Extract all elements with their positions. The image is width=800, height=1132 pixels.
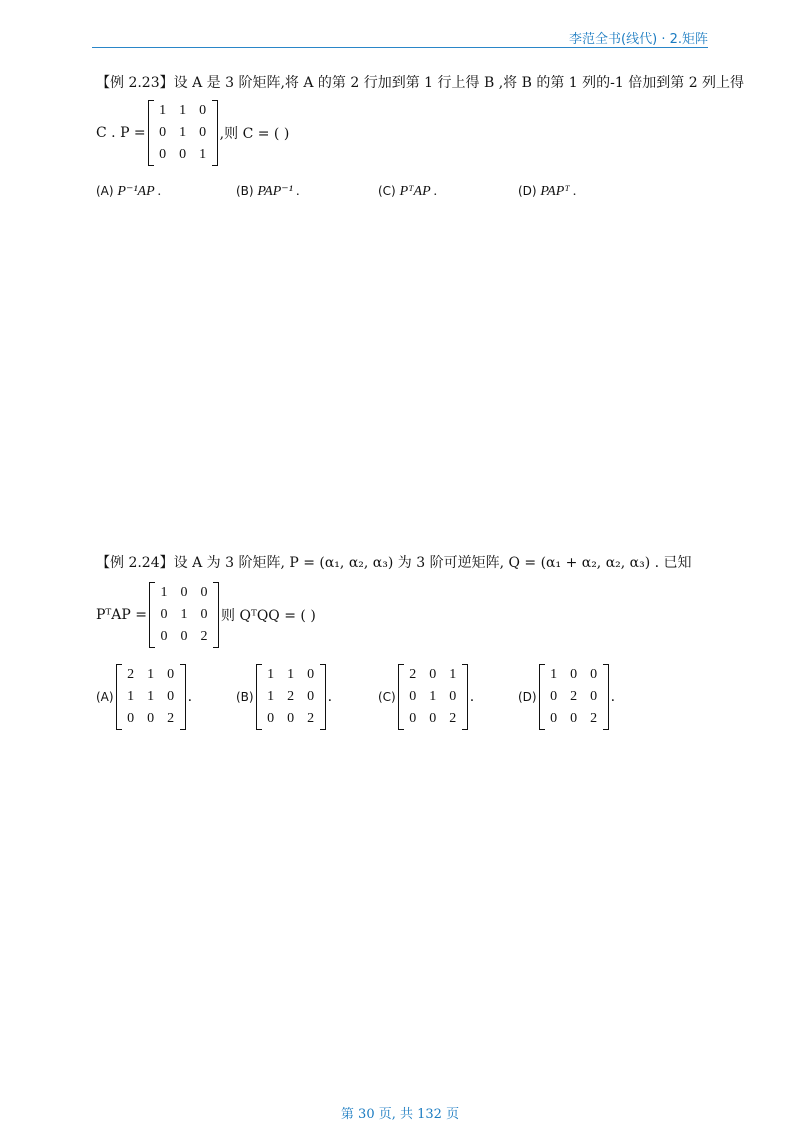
matrix-row — [544, 686, 604, 708]
matrix-cell: 2 — [167, 711, 175, 726]
option-a — [96, 183, 161, 200]
header-rule — [92, 47, 708, 48]
matrix-row — [121, 708, 181, 730]
matrix-cell: 2 — [590, 711, 598, 726]
matrix-cell: 0 — [429, 711, 437, 726]
matrix-cell: 0 — [429, 667, 437, 682]
matrix-cell: 0 — [200, 607, 208, 622]
matrix-cell: 0 — [160, 629, 168, 644]
matrix-row — [403, 686, 463, 708]
matrix-cell: 0 — [590, 689, 598, 704]
matrix-row — [153, 100, 213, 122]
matrix-cell: 2 — [200, 629, 208, 644]
example-tag: 【例 2.23】 — [96, 75, 174, 91]
example-2-24-matrix-line — [96, 582, 316, 648]
period: . — [610, 689, 616, 705]
matrix-row — [544, 664, 604, 686]
example-tag: 【例 2.24】 — [96, 555, 174, 571]
option-a — [96, 664, 192, 730]
matrix-row — [261, 664, 321, 686]
matrix-cell: 1 — [449, 667, 457, 682]
example-text: 设 A 是 3 阶矩阵,将 A 的第 2 行加到第 1 行上得 B ,将 B 的第 1 列的-1 倍加到第 2 列上得 — [173, 75, 745, 91]
matrix-cell: 2 — [409, 667, 417, 682]
matrix-cell: 1 — [180, 607, 188, 622]
matrix-cell: 1 — [199, 147, 207, 162]
matrix-cell: 1 — [267, 667, 275, 682]
matrix-cell: 1 — [127, 689, 135, 704]
option-matrix — [256, 664, 326, 730]
matrix-lead: C . P = — [96, 125, 146, 141]
matrix-row — [153, 122, 213, 144]
matrix-cell: 0 — [307, 667, 315, 682]
matrix-row — [154, 604, 214, 626]
option-label: (D) — [518, 690, 537, 704]
matrix-cell: 1 — [147, 667, 155, 682]
matrix-row — [154, 626, 214, 648]
matrix-cell: 2 — [449, 711, 457, 726]
matrix-lead: PᵀAP = — [96, 607, 148, 623]
option-text: P⁻¹AP . — [117, 184, 162, 199]
option-matrix — [116, 664, 186, 730]
matrix-row — [121, 686, 181, 708]
matrix-cell: 0 — [159, 147, 167, 162]
option-text: PᵀAP . — [399, 184, 438, 199]
matrix-cell: 0 — [307, 689, 315, 704]
matrix-row — [403, 708, 463, 730]
matrix-cell: 2 — [307, 711, 315, 726]
period: . — [469, 689, 475, 705]
matrix-row — [154, 582, 214, 604]
matrix-PtAP — [149, 582, 219, 648]
matrix-cell: 0 — [550, 711, 558, 726]
option-label: (D) — [518, 184, 541, 198]
option-d — [518, 183, 577, 200]
matrix-cell: 1 — [179, 125, 187, 140]
matrix-cell: 1 — [267, 689, 275, 704]
matrix-cell: 0 — [570, 667, 578, 682]
matrix-row — [121, 664, 181, 686]
matrix-cell: 0 — [180, 585, 188, 600]
matrix-cell: 1 — [160, 585, 168, 600]
option-c — [378, 183, 437, 200]
matrix-row — [261, 686, 321, 708]
example-text: 设 A 为 3 阶矩阵, P = (α₁, α₂, α₃) 为 3 阶可逆矩阵, Q = (α₁ + α₂, α₂, α₃) . 已知 — [173, 555, 692, 571]
matrix-cell: 0 — [147, 711, 155, 726]
period: . — [327, 689, 333, 705]
example-2-24-statement — [96, 552, 692, 572]
option-label: (A) — [96, 184, 118, 198]
matrix-cell: 1 — [179, 103, 187, 118]
matrix-cell: 0 — [127, 711, 135, 726]
page-footer: 第 30 页, 共 132 页 — [340, 1107, 460, 1122]
example-2-23-statement — [96, 72, 744, 92]
matrix-cell: 1 — [550, 667, 558, 682]
matrix-cell: 0 — [409, 711, 417, 726]
matrix-row — [153, 144, 213, 166]
matrix-cell: 2 — [287, 689, 295, 704]
matrix-tail: ,则 C = ( ) — [219, 126, 290, 142]
option-b — [236, 183, 300, 200]
matrix-cell: 2 — [127, 667, 135, 682]
period: . — [187, 689, 193, 705]
matrix-cell: 0 — [180, 629, 188, 644]
matrix-cell: 0 — [159, 125, 167, 140]
matrix-row — [261, 708, 321, 730]
example-2-23-matrix-line — [96, 100, 289, 166]
matrix-cell: 0 — [167, 667, 175, 682]
matrix-cell: 0 — [550, 689, 558, 704]
matrix-cell: 1 — [147, 689, 155, 704]
matrix-cell: 0 — [199, 125, 207, 140]
matrix-cell: 0 — [409, 689, 417, 704]
matrix-row — [544, 708, 604, 730]
matrix-cell: 0 — [167, 689, 175, 704]
option-c — [378, 664, 474, 730]
option-d — [518, 664, 615, 730]
option-label: (A) — [96, 690, 114, 704]
matrix-row — [403, 664, 463, 686]
matrix-cell: 0 — [590, 667, 598, 682]
matrix-P — [148, 100, 218, 166]
option-label: (B) — [236, 184, 258, 198]
matrix-cell: 0 — [449, 689, 457, 704]
option-text: PAP⁻¹ . — [257, 184, 300, 199]
matrix-cell: 0 — [160, 607, 168, 622]
matrix-cell: 0 — [570, 711, 578, 726]
running-header: 李范全书(线代) · 2.矩阵 — [569, 32, 708, 47]
matrix-tail: 则 QᵀQQ = ( ) — [221, 608, 316, 624]
option-matrix — [398, 664, 468, 730]
option-text: PAPᵀ . — [540, 184, 577, 199]
matrix-cell: 0 — [179, 147, 187, 162]
option-label: (C) — [378, 184, 400, 198]
option-label: (C) — [378, 690, 396, 704]
matrix-cell: 0 — [200, 585, 208, 600]
option-b — [236, 664, 332, 730]
option-matrix — [539, 664, 609, 730]
matrix-cell: 1 — [159, 103, 167, 118]
matrix-cell: 0 — [287, 711, 295, 726]
matrix-cell: 1 — [429, 689, 437, 704]
matrix-cell: 2 — [570, 689, 578, 704]
matrix-cell: 0 — [267, 711, 275, 726]
matrix-cell: 0 — [199, 103, 207, 118]
matrix-cell: 1 — [287, 667, 295, 682]
option-label: (B) — [236, 690, 254, 704]
